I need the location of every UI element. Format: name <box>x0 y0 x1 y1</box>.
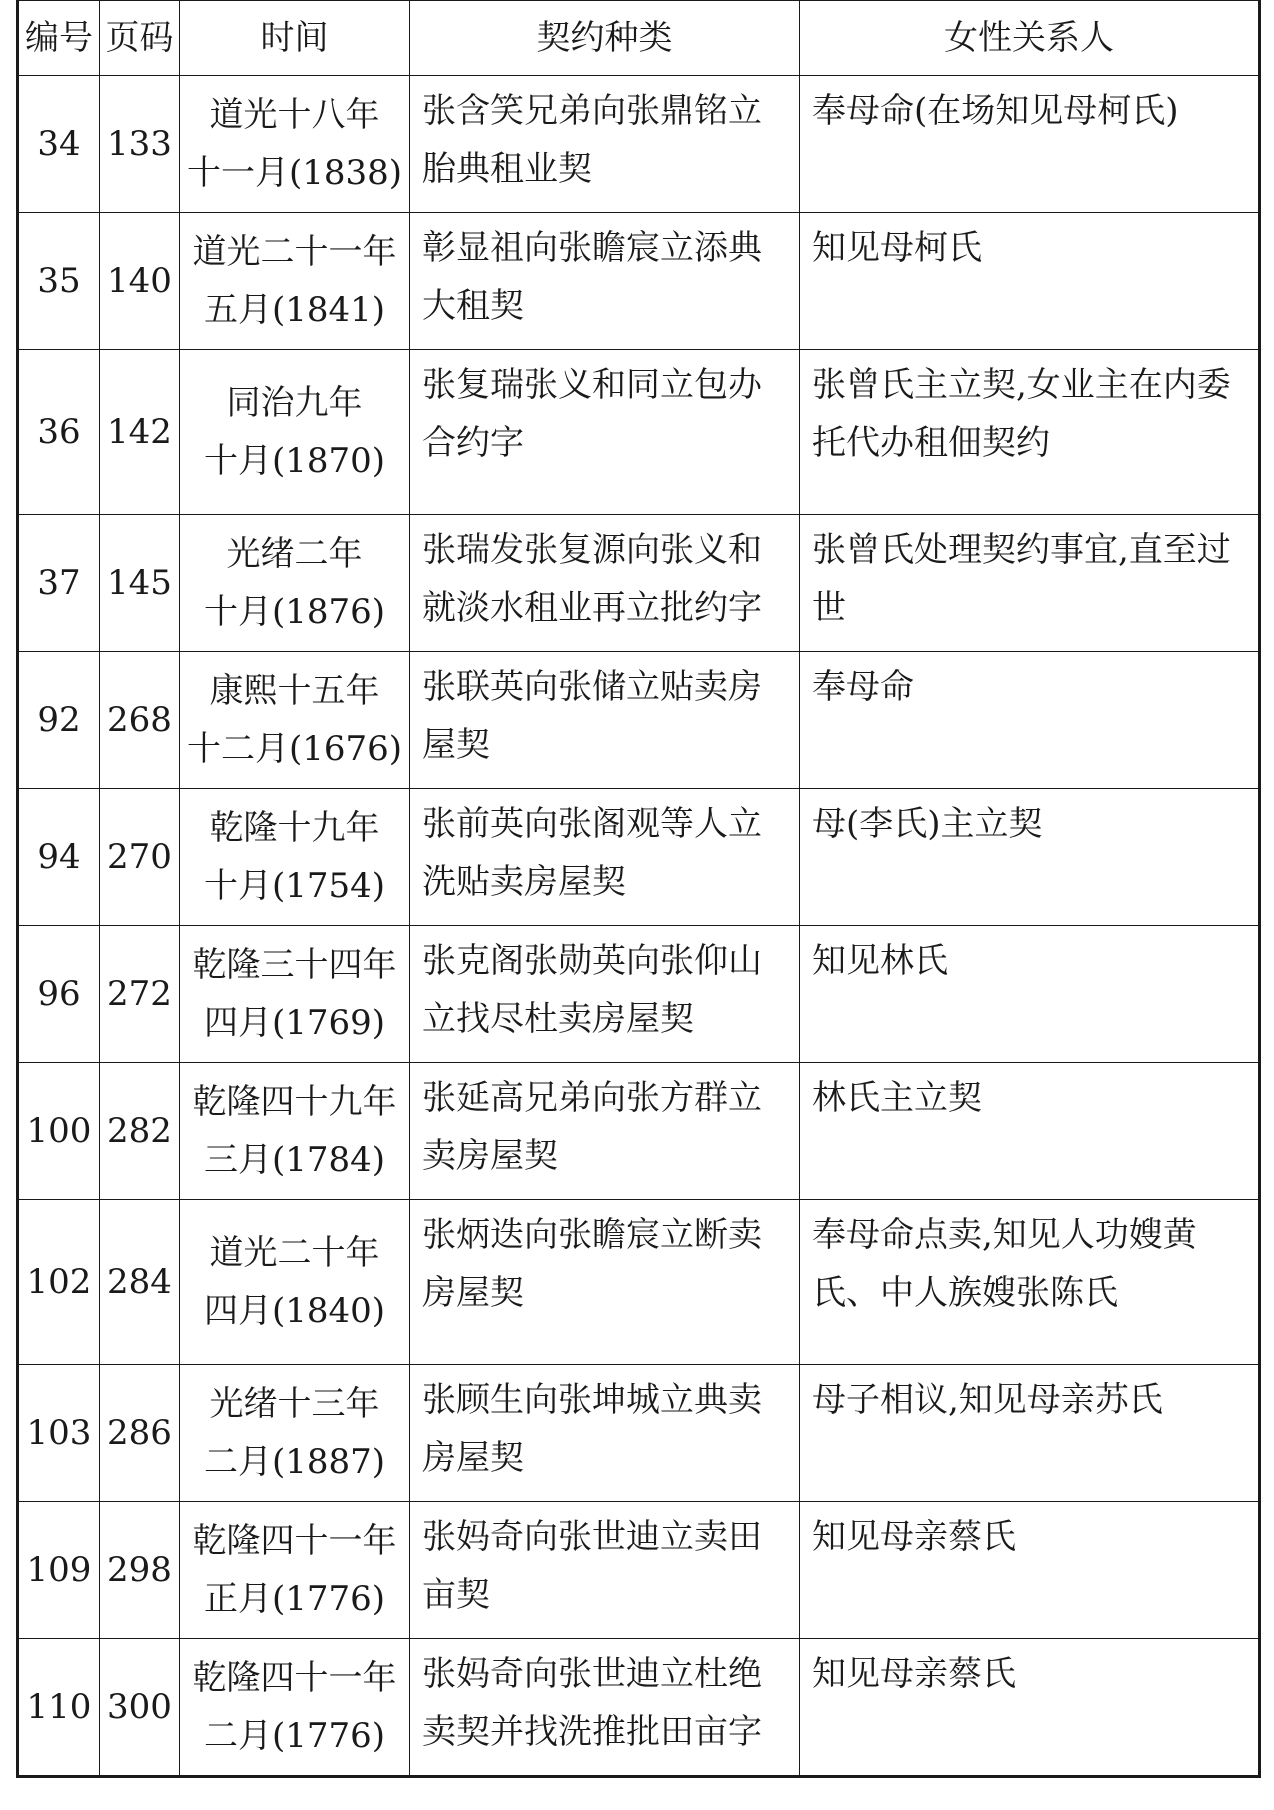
time-month: 十二月(1676) <box>186 729 403 769</box>
time-date: 乾隆三十四年 <box>192 945 397 985</box>
cell-number: 92 <box>18 652 100 789</box>
cell-time <box>180 789 410 926</box>
cell-page: 300 <box>100 1639 180 1777</box>
table-row <box>18 652 1260 789</box>
cell-contract-type: 张瑞发张复源向张义和就淡水租业再立批约字 <box>410 515 800 652</box>
cell-time <box>180 926 410 1063</box>
header-contract-type: 契约种类 <box>410 1 800 76</box>
cell-contract-type: 张妈奇向张世迪立杜绝卖契并找洗推批田亩字 <box>410 1639 800 1777</box>
cell-page: 284 <box>100 1200 180 1365</box>
cell-contract-type: 张炳迭向张瞻宸立断卖房屋契 <box>410 1200 800 1365</box>
cell-page: 140 <box>100 213 180 350</box>
header-number: 编号 <box>18 1 100 76</box>
cell-female-relation: 知见母亲蔡氏 <box>800 1639 1260 1777</box>
cell-time <box>180 1639 410 1777</box>
cell-page: 282 <box>100 1063 180 1200</box>
cell-number: 36 <box>18 350 100 515</box>
time-date: 乾隆十九年 <box>209 808 380 848</box>
cell-page: 270 <box>100 789 180 926</box>
cell-contract-type: 张克阁张勋英向张仰山立找尽杜卖房屋契 <box>410 926 800 1063</box>
cell-contract-type: 彰显祖向张瞻宸立添典大租契 <box>410 213 800 350</box>
cell-number: 100 <box>18 1063 100 1200</box>
time-month: 十月(1876) <box>203 592 386 632</box>
cell-time <box>180 1063 410 1200</box>
table-header <box>18 1 1260 76</box>
cell-contract-type: 张复瑞张义和同立包办合约字 <box>410 350 800 515</box>
header-row <box>18 1 1260 76</box>
cell-time <box>180 1502 410 1639</box>
cell-female-relation: 知见林氏 <box>800 926 1260 1063</box>
header-page: 页码 <box>100 1 180 76</box>
cell-page: 286 <box>100 1365 180 1502</box>
time-month: 十月(1754) <box>203 866 386 906</box>
cell-number: 96 <box>18 926 100 1063</box>
contract-table <box>16 0 1261 1778</box>
time-date: 光绪十三年 <box>209 1384 380 1424</box>
time-month: 正月(1776) <box>203 1579 386 1619</box>
time-month: 三月(1784) <box>203 1140 386 1180</box>
time-date: 康熙十五年 <box>209 671 380 711</box>
cell-female-relation: 知见母柯氏 <box>800 213 1260 350</box>
cell-contract-type: 张联英向张储立贴卖房屋契 <box>410 652 800 789</box>
cell-time <box>180 76 410 213</box>
cell-time <box>180 1200 410 1365</box>
time-date: 乾隆四十九年 <box>192 1082 397 1122</box>
cell-time <box>180 213 410 350</box>
time-date: 同治九年 <box>226 383 363 423</box>
cell-number: 34 <box>18 76 100 213</box>
cell-time <box>180 350 410 515</box>
time-month: 五月(1841) <box>203 290 386 330</box>
cell-time <box>180 1365 410 1502</box>
cell-page: 133 <box>100 76 180 213</box>
cell-page: 298 <box>100 1502 180 1639</box>
cell-female-relation: 林氏主立契 <box>800 1063 1260 1200</box>
cell-number: 102 <box>18 1200 100 1365</box>
table-row <box>18 1502 1260 1639</box>
table-row <box>18 1063 1260 1200</box>
cell-number: 103 <box>18 1365 100 1502</box>
table-row <box>18 76 1260 213</box>
table-row <box>18 213 1260 350</box>
time-month: 四月(1769) <box>203 1003 386 1043</box>
header-time: 时间 <box>180 1 410 76</box>
table-row <box>18 1639 1260 1777</box>
cell-number: 94 <box>18 789 100 926</box>
cell-time <box>180 515 410 652</box>
cell-female-relation: 张曾氏处理契约事宜,直至过世 <box>800 515 1260 652</box>
time-date: 道光十八年 <box>209 95 380 135</box>
time-month: 四月(1840) <box>203 1291 386 1331</box>
cell-page: 272 <box>100 926 180 1063</box>
table-row <box>18 1200 1260 1365</box>
cell-female-relation: 母子相议,知见母亲苏氏 <box>800 1365 1260 1502</box>
table-row <box>18 515 1260 652</box>
time-date: 乾隆四十一年 <box>192 1521 397 1561</box>
cell-number: 110 <box>18 1639 100 1777</box>
cell-time <box>180 652 410 789</box>
table-row <box>18 789 1260 926</box>
cell-female-relation: 母(李氏)主立契 <box>800 789 1260 926</box>
table-row <box>18 926 1260 1063</box>
cell-female-relation: 奉母命点卖,知见人功嫂黄氏、中人族嫂张陈氏 <box>800 1200 1260 1365</box>
cell-female-relation: 知见母亲蔡氏 <box>800 1502 1260 1639</box>
cell-contract-type: 张前英向张阁观等人立洗贴卖房屋契 <box>410 789 800 926</box>
time-month: 二月(1887) <box>203 1442 386 1482</box>
cell-contract-type: 张妈奇向张世迪立卖田亩契 <box>410 1502 800 1639</box>
time-date: 道光二十一年 <box>192 232 397 272</box>
table-row <box>18 1365 1260 1502</box>
time-month: 二月(1776) <box>203 1716 386 1756</box>
cell-contract-type: 张延高兄弟向张方群立卖房屋契 <box>410 1063 800 1200</box>
time-month: 十一月(1838) <box>186 153 403 193</box>
cell-female-relation: 奉母命 <box>800 652 1260 789</box>
time-month: 十月(1870) <box>203 441 386 481</box>
table-row <box>18 350 1260 515</box>
cell-contract-type: 张含笑兄弟向张鼎铭立胎典租业契 <box>410 76 800 213</box>
cell-contract-type: 张顾生向张坤城立典卖房屋契 <box>410 1365 800 1502</box>
cell-female-relation: 奉母命(在场知见母柯氏) <box>800 76 1260 213</box>
cell-page: 142 <box>100 350 180 515</box>
cell-number: 109 <box>18 1502 100 1639</box>
table-body <box>18 76 1260 1777</box>
cell-page: 268 <box>100 652 180 789</box>
cell-number: 35 <box>18 213 100 350</box>
time-date: 光绪二年 <box>226 534 363 574</box>
time-date: 道光二十年 <box>209 1233 380 1273</box>
header-female-relation: 女性关系人 <box>800 1 1260 76</box>
time-date: 乾隆四十一年 <box>192 1658 397 1698</box>
cell-page: 145 <box>100 515 180 652</box>
cell-female-relation: 张曾氏主立契,女业主在内委托代办租佃契约 <box>800 350 1260 515</box>
cell-number: 37 <box>18 515 100 652</box>
